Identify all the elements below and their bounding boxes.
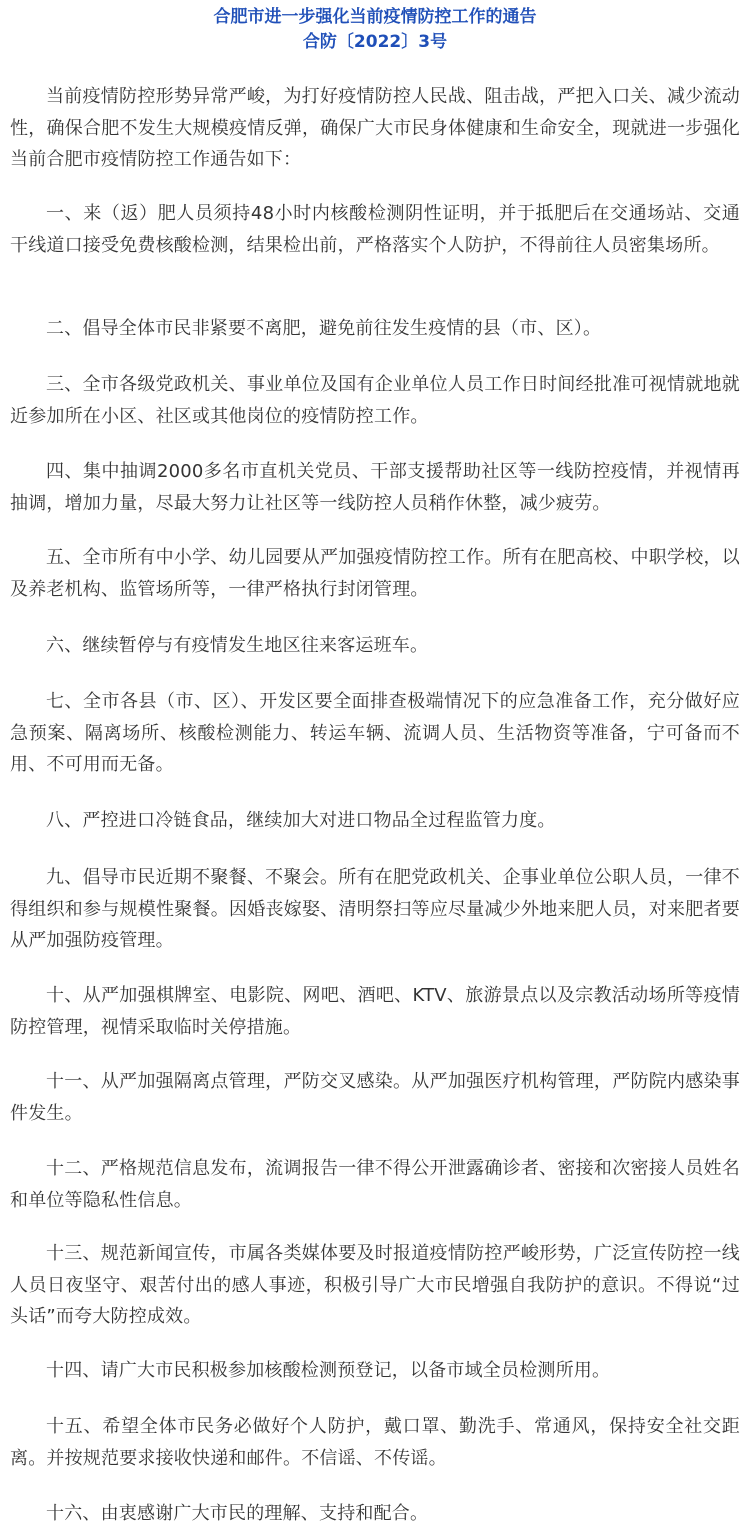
item-paragraph: 二、倡导全体市民非紧要不离肥，避免前往发生疫情的县（市、区）。 [46, 318, 602, 339]
item-paragraph: 九、倡导市民近期不聚餐、不聚会。所有在肥党政机关、企事业单位公职人员，一律不得组织和参与规模性聚餐。因婚丧嫁娶、清明祭扫等应尽量减少外地来肥人员，对来肥者要从严加强防疫管理。 [10, 867, 740, 951]
item-paragraph: 十、从严加强棋牌室、电影院、网吧、酒吧、KTV、旅游景点以及宗教活动场所等疫情防控管理，视情采取临时关停措施。 [10, 985, 740, 1038]
item-paragraph: 十一、从严加强隔离点管理，严防交叉感染。从严加强医疗机构管理，严防院内感染事件发生。 [10, 1071, 740, 1124]
item-paragraph: 三、全市各级党政机关、事业单位及国有企业单位人员工作日时间经批准可视情就地就近参加所在小区、社区或其他岗位的疫情防控工作。 [10, 374, 740, 427]
item-paragraph: 十六、由衷感谢广大市民的理解、支持和配合。 [46, 1503, 429, 1524]
document-number: 合防〔2022〕3号 [302, 32, 448, 52]
notice-title: 合肥市进一步强化当前疫情防控工作的通告 [213, 7, 537, 27]
item-paragraph: 五、全市所有中小学、幼儿园要从严加强疫情防控工作。所有在肥高校、中职学校，以及养老机构、监管场所等，一律严格执行封闭管理。 [10, 547, 740, 600]
item-paragraph: 十四、请广大市民积极参加核酸检测预登记，以备市域全员检测所用。 [46, 1360, 611, 1381]
item-paragraph: 四、集中抽调2000多名市直机关党员、干部支援帮助社区等一线防控疫情，并视情再抽调，增加力量，尽最大努力让社区等一线防控人员稍作休整，减少疲劳。 [10, 461, 740, 514]
item-paragraph: 十二、严格规范信息发布，流调报告一律不得公开泄露确诊者、密接和次密接人员姓名和单位等隐私性信息。 [10, 1158, 740, 1211]
item-paragraph: 八、严控进口冷链食品，继续加大对进口物品全过程监管力度。 [46, 810, 556, 831]
item-paragraph: 六、继续暂停与有疫情发生地区往来客运班车。 [46, 635, 429, 656]
item-paragraph: 十五、希望全体市民务必做好个人防护，戴口罩、勤洗手、常通风，保持安全社交距离。并按规范要求接收快递和邮件。不信谣、不传谣。 [10, 1416, 740, 1469]
item-paragraph: 一、来（返）肥人员须持48小时内核酸检测阴性证明，并于抵肥后在交通场站、交通干线道口接受免费核酸检测，结果检出前，严格落实个人防护，不得前往人员密集场所。 [10, 203, 740, 256]
item-paragraph: 十三、规范新闻宣传，市属各类媒体要及时报道疫情防控严峻形势，广泛宣传防控一线人员日夜坚守、艰苦付出的感人事迹，积极引导广大市民增强自我防护的意识。不得说“过头话”而夸大防控成效。 [10, 1243, 740, 1327]
intro-paragraph: 当前疫情防控形势异常严峻，为打好疫情防控人民战、阻击战，严把入口关、减少流动性，确保合肥不发生大规模疫情反弹，确保广大市民身体健康和生命安全，现就进一步强化当前合肥市疫情防控工作通告如下： [10, 86, 740, 170]
item-paragraph: 七、全市各县（市、区）、开发区要全面排查极端情况下的应急准备工作，充分做好应急预案、隔离场所、核酸检测能力、转运车辆、流调人员、生活物资等准备，宁可备而不用、不可用而无备。 [10, 691, 740, 775]
